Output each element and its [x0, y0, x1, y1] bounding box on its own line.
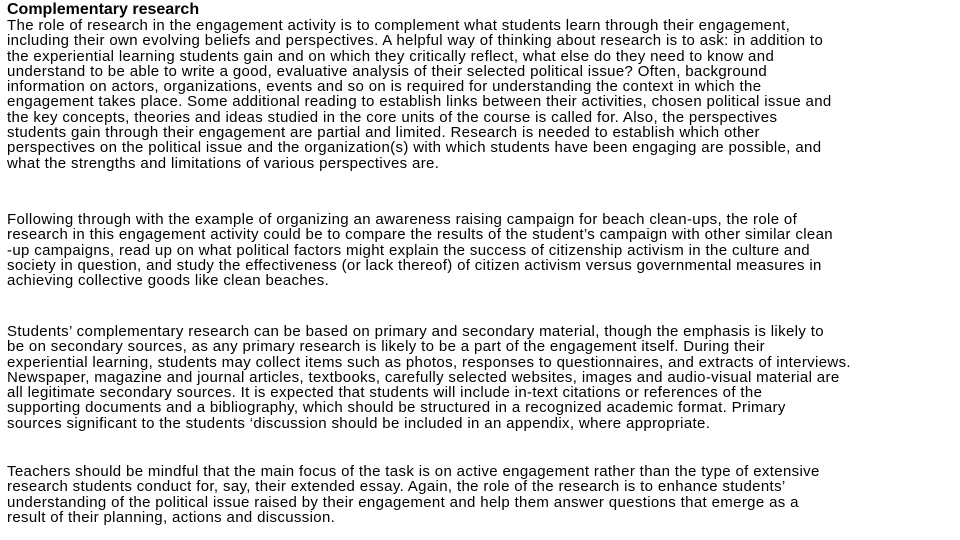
paragraph-beach-cleanup-example	[7, 212, 957, 288]
text-line: experiential learning, students may collect items such as photos, responses to questionnaires, and extracts of interviews.	[7, 353, 851, 371]
text-line: society in question, and study the effectiveness (or lack thereof) of citizen activism versus governmental measures in	[7, 256, 822, 274]
text-line: Teachers should be mindful that the main focus of the task is on active engagement rather than the type of extensive	[7, 463, 820, 480]
text-line: The role of research in the engagement activity is to complement what students learn through their engagement,	[7, 17, 791, 34]
text-line: result of their planning, actions and discussion.	[7, 508, 336, 526]
text-line: -up campaigns, read up on what political factors might explain the success of citizenship activism in the culture and	[7, 241, 811, 259]
text-line: research students conduct for, say, their extended essay. Again, the role of the research is to enhance students’	[7, 478, 786, 496]
text-line: students gain through their engagement are partial and limited. Research is needed to establish which other	[7, 124, 760, 142]
text-line: information on actors, organizations, events and so on is required for understanding the context in which the	[7, 78, 762, 96]
text-line: research in this engagement activity could be to compare the results of the student’s campaign with other similar clean	[7, 226, 833, 244]
text-line: including their own evolving beliefs and perspectives. A helpful way of thinking about research is to ask: in addition to	[7, 32, 824, 50]
text-line: supporting documents and a bibliography, which should be structured in a recognized academic format. Primary	[7, 399, 786, 417]
text-line: all legitimate secondary sources. It is expected that students will include in-text citations or references of the	[7, 384, 763, 402]
paragraph-teacher-guidance	[7, 464, 957, 525]
text-line: perspectives on the political issue and the organization(s) with which students have been engaging are possible, and	[7, 139, 822, 157]
text-line: sources significant to the students ‘discussion should be included in an appendix, where appropriate.	[7, 414, 711, 432]
text-line: achieving collective goods like clean beaches.	[7, 272, 330, 290]
text-line: what the strengths and limitations of various perspectives are.	[7, 154, 440, 172]
paragraph-role-of-research	[7, 18, 957, 171]
text-line: the experiential learning students gain and on which they critically reflect, what else do they need to know and	[7, 47, 775, 65]
text-line: Following through with the example of organizing an awareness raising campaign for beach clean-ups, the role of	[7, 211, 798, 228]
text-line: be on secondary sources, as any primary research is likely to be a part of the engagement itself. During their	[7, 338, 766, 356]
text-line: Newspaper, magazine and journal articles, textbooks, carefully selected websites, images and audio-visual material are	[7, 368, 840, 386]
text-line: understanding of the political issue raised by their engagement and help them answer questions that emerge as a	[7, 493, 799, 511]
text-line: engagement takes place. Some additional reading to establish links between their activities, chosen political issue and	[7, 93, 832, 111]
text-line: the key concepts, theories and ideas studied in the core units of the course is called for. Also, the perspectives	[7, 108, 778, 126]
paragraph-primary-secondary-sources	[7, 324, 957, 431]
page-title: Complementary research	[7, 1, 200, 18]
text-line: Students’ complementary research can be based on primary and secondary material, though the emphasis is likely to	[7, 323, 824, 340]
text-line: understand to be able to write a good, evaluative analysis of their selected political issue? Often, background	[7, 62, 768, 80]
